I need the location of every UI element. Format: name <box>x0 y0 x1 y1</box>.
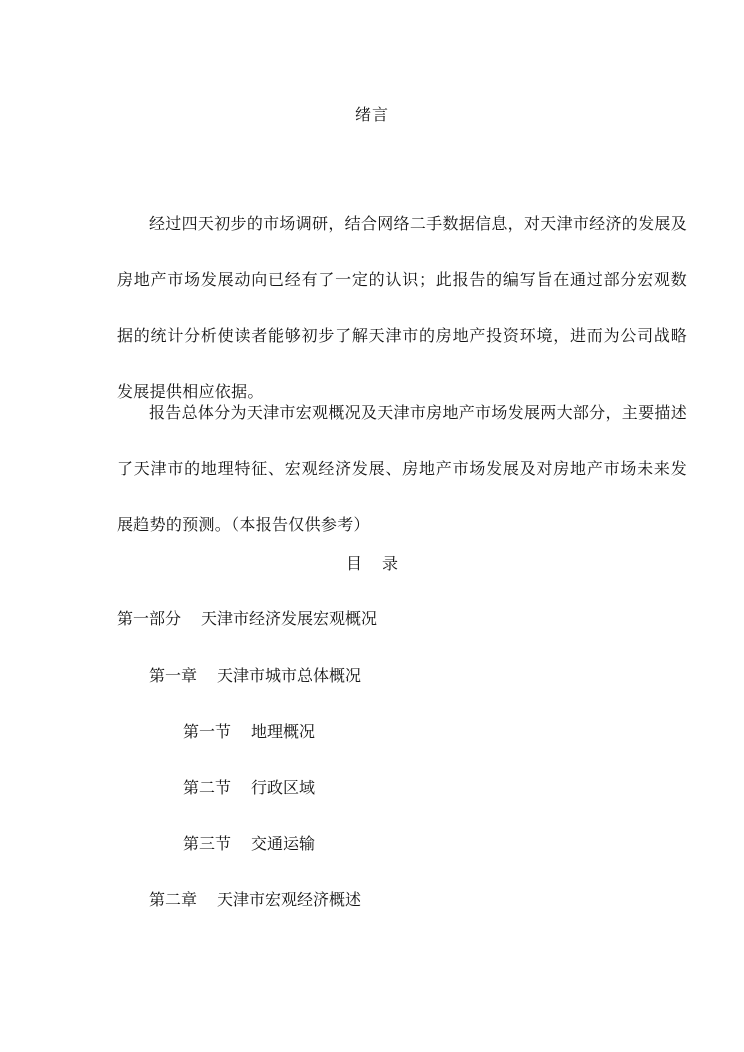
toc-title-char-2: 录 <box>382 554 399 573</box>
preface-paragraph-1: 经过四天初步的市场调研，结合网络二手数据信息，对天津市经济的发展及房地产市场发展动向已经有了一定的认识；此报告的编写旨在通过部分宏观数据的统计分析使读者能够初步了解天津市的房地产投资环境，进而为公司战略发展提供相应依据。 <box>117 214 687 401</box>
toc-entry-number: 第一节 <box>183 722 232 741</box>
toc-entry-number: 第二节 <box>183 778 232 797</box>
toc-entry-title: 行政区域 <box>251 778 316 797</box>
toc-entry-chapter-2 <box>149 887 361 910</box>
preface-title: 绪言 <box>354 105 389 124</box>
toc-entry-number: 第一章 <box>149 666 198 685</box>
toc-entry-part-1 <box>117 606 377 629</box>
toc-title-char-1: 目 <box>345 554 362 573</box>
toc-entry-section-2 <box>183 775 315 798</box>
toc-title <box>0 551 744 574</box>
preface-paragraph-2: 报告总体分为天津市宏观概况及天津市房地产市场发展两大部分，主要描述了天津市的地理特征、宏观经济发展、房地产市场发展及对房地产市场未来发展趋势的预测。（本报告仅供参考） <box>117 403 687 534</box>
toc-entry-number: 第二章 <box>149 890 198 909</box>
toc-entry-title: 天津市经济发展宏观概况 <box>201 609 378 628</box>
toc-entry-title: 交通运输 <box>251 834 316 853</box>
toc-entry-title: 地理概况 <box>251 722 316 741</box>
toc-entry-number: 第三节 <box>183 834 232 853</box>
toc-entry-title: 天津市宏观经济概述 <box>217 890 362 909</box>
toc-entry-section-3 <box>183 831 315 854</box>
toc-entry-title: 天津市城市总体概况 <box>217 666 362 685</box>
toc-entry-section-1 <box>183 719 315 742</box>
toc-entry-number: 第一部分 <box>117 609 182 628</box>
toc-entry-chapter-1 <box>149 663 361 686</box>
